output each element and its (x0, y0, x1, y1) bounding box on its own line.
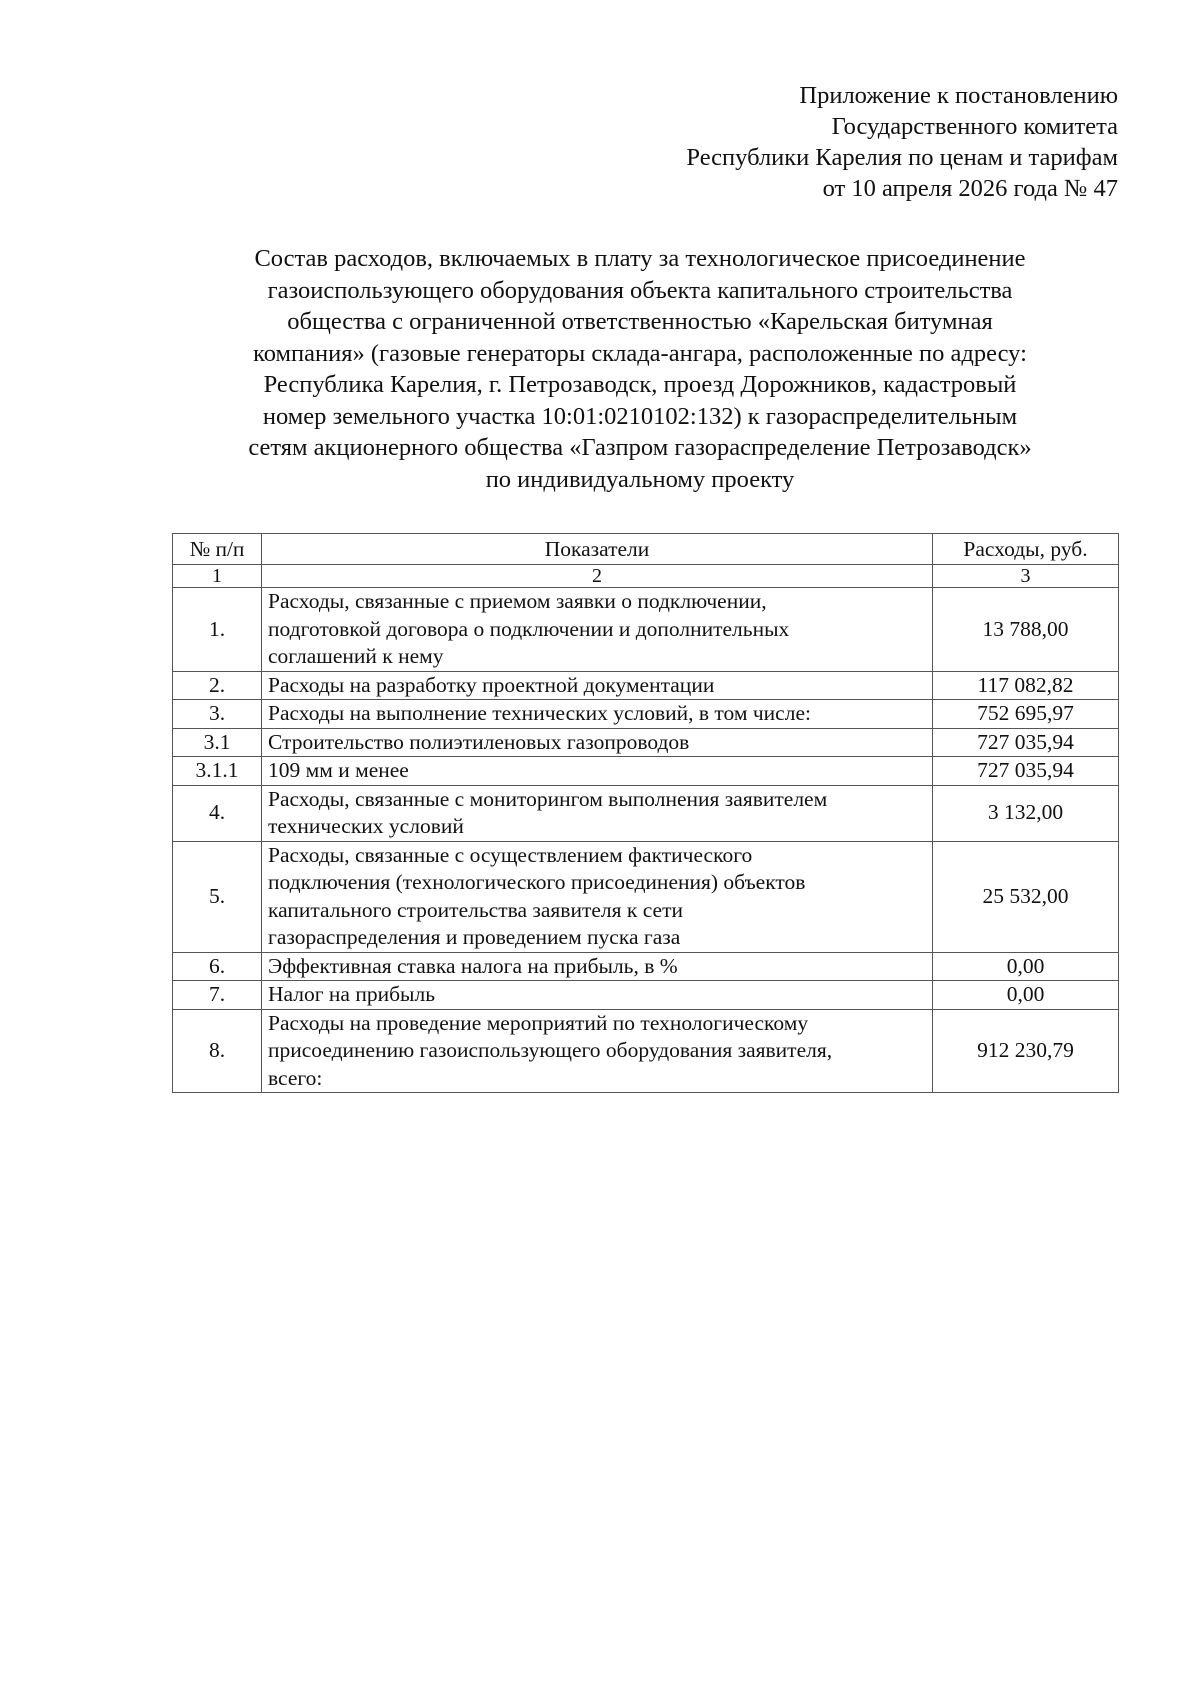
row-indicator (262, 1009, 933, 1093)
approval-line: Республики Карелия по ценам и тарифам (686, 144, 1118, 171)
table-row (173, 785, 1119, 841)
indicator-line: подключения (технологического присоединения) объектов (268, 870, 806, 894)
indicator-line: Строительство полиэтиленовых газопроводов (268, 729, 690, 754)
table-row (173, 1009, 1119, 1093)
row-indicator (262, 671, 933, 700)
table-row (173, 841, 1119, 952)
indicator-line: Расходы на выполнение технических условий, в том числе: (268, 701, 811, 725)
row-indicator (262, 952, 933, 981)
row-amount: 117 082,82 (933, 671, 1119, 700)
title-line: номер земельного участка 10:01:0210102:132) к газораспределительным (262, 402, 1018, 430)
row-number: 3.1 (173, 728, 262, 757)
table-row (173, 728, 1119, 757)
row-amount: 727 035,94 (933, 757, 1119, 786)
title-line: компания» (газовые генераторы склада-ангара, расположенные по адресу: (253, 339, 1027, 367)
title-line: по индивидуальному проекту (485, 465, 795, 493)
indicator-line: Налог на прибыль (268, 982, 436, 1006)
row-indicator (262, 757, 933, 786)
title-line: общества с ограниченной ответственностью «Карельская битумная (287, 308, 993, 335)
table-row (173, 952, 1119, 981)
row-number: 5. (173, 841, 262, 952)
indicator-line: Расходы на проведение мероприятий по технологическому (268, 1010, 809, 1035)
indicator-line: Расходы на разработку проектной документации (268, 672, 715, 697)
indicator-line: присоединению газоиспользующего оборудования заявителя, (268, 1038, 833, 1062)
row-indicator (262, 841, 933, 952)
row-indicator (262, 700, 933, 729)
indicator-line: соглашений к нему (268, 644, 444, 668)
approval-block (686, 80, 1118, 204)
table-row (173, 981, 1119, 1010)
approval-line: Государственного комитета (831, 113, 1118, 140)
row-amount: 752 695,97 (933, 700, 1119, 729)
column-number: 3 (933, 565, 1119, 588)
table-row (173, 757, 1119, 786)
row-amount: 3 132,00 (933, 785, 1119, 841)
row-amount: 25 532,00 (933, 841, 1119, 952)
indicator-line: подготовкой договора о подключении и дополнительных (268, 616, 790, 641)
row-number: 1. (173, 588, 262, 672)
title-line: Состав расходов, включаемых в плату за технологическое присоединение (254, 245, 1026, 272)
title-line: сетям акционерного общества «Газпром газораспределение Петрозаводск» (248, 434, 1032, 461)
row-amount: 0,00 (933, 952, 1119, 981)
row-number: 3. (173, 700, 262, 729)
indicator-line: Эффективная ставка налога на прибыль, в % (268, 953, 678, 978)
indicator-line: Расходы, связанные с мониторингом выполнения заявителем (268, 786, 828, 811)
row-amount: 912 230,79 (933, 1009, 1119, 1093)
indicator-line: Расходы, связанные с приемом заявки о подключении, (268, 589, 767, 613)
document-title (170, 243, 1110, 495)
column-number-row (173, 565, 1119, 588)
header-amount: Расходы, руб. (933, 534, 1119, 565)
title-line: газоиспользующего оборудования объекта капитального строительства (267, 276, 1013, 304)
row-indicator (262, 728, 933, 757)
costs-table (172, 533, 1119, 1093)
row-amount: 727 035,94 (933, 728, 1119, 757)
row-number: 7. (173, 981, 262, 1010)
table-row (173, 700, 1119, 729)
row-amount: 0,00 (933, 981, 1119, 1010)
approval-line: от 10 апреля 2026 года № 47 (822, 175, 1118, 202)
column-number: 1 (173, 565, 262, 588)
table-row (173, 588, 1119, 672)
row-number: 3.1.1 (173, 757, 262, 786)
row-number: 4. (173, 785, 262, 841)
header-indicator: Показатели (262, 534, 933, 565)
column-number: 2 (262, 565, 933, 588)
indicator-line: всего: (268, 1065, 323, 1090)
row-number: 8. (173, 1009, 262, 1093)
indicator-line: технических условий (268, 814, 464, 838)
approval-line: Приложение к постановлению (799, 82, 1118, 109)
row-number: 2. (173, 671, 262, 700)
row-number: 6. (173, 952, 262, 981)
row-amount: 13 788,00 (933, 588, 1119, 672)
title-line: Республика Карелия, г. Петрозаводск, проезд Дорожников, кадастровый (263, 371, 1017, 398)
indicator-line: 109 мм и менее (268, 758, 409, 782)
table-header-row (173, 534, 1119, 565)
indicator-line: капитального строительства заявителя к сети (268, 897, 683, 922)
indicator-line: газораспределения и проведением пуска газа (268, 925, 681, 949)
table-row (173, 671, 1119, 700)
row-indicator (262, 981, 933, 1010)
row-indicator (262, 588, 933, 672)
indicator-line: Расходы, связанные с осуществлением фактического (268, 842, 753, 867)
header-number: № п/п (173, 534, 262, 565)
row-indicator (262, 785, 933, 841)
